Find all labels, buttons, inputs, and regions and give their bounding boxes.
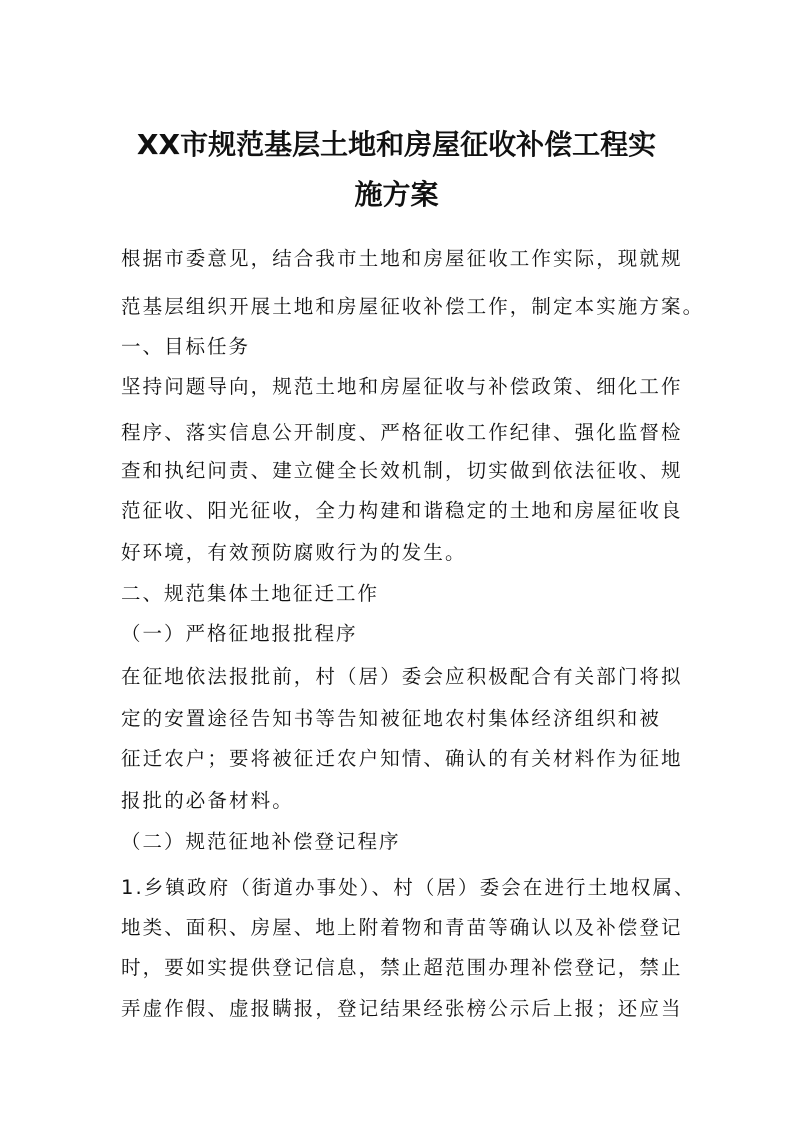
body-paragraph-line: 坚持问题导向，规范土地和房屋征收与补偿政策、细化工作 — [121, 375, 683, 398]
body-paragraph-line: 地类、面积、房屋、地上附着物和青苗等确认以及补偿登记 — [121, 916, 683, 939]
body-paragraph-line: 范征收、阳光征收，全力构建和谐稳定的土地和房屋征收良 — [121, 499, 683, 522]
body-paragraph-line: 程序、落实信息公开制度、严格征收工作纪律、强化监督检 — [121, 421, 683, 444]
body-paragraph-line: 好环境，有效预防腐败行为的发生。 — [121, 541, 467, 564]
document-title-line-2: 施方案 — [354, 178, 439, 211]
body-paragraph-line: 范基层组织开展土地和房屋征收补偿工作，制定本实施方案。 — [121, 295, 705, 318]
body-paragraph-line: 报批的必备材料。 — [121, 789, 294, 812]
subsection-heading-approval: （一）严格征地报批程序 — [121, 622, 358, 645]
body-paragraph-line: 时，要如实提供登记信息，禁止超范围办理补偿登记，禁止 — [121, 956, 683, 979]
body-paragraph-line: 在征地依法报批前，村（居）委会应积极配合有关部门将拟 — [121, 665, 683, 688]
body-paragraph-line: 1.乡镇政府（街道办事处）、村（居）委会在进行土地权属、 — [121, 876, 696, 899]
body-paragraph-line: 弄虚作假、虚报瞒报，登记结果经张榜公示后上报；还应当 — [121, 997, 683, 1020]
document-title-line-1: XX市规范基层土地和房屋征收补偿工程实 — [136, 128, 657, 161]
body-paragraph-line: 根据市委意见，结合我市土地和房屋征收工作实际，现就规 — [121, 247, 683, 270]
body-paragraph-line: 定的安置途径告知书等告知被征地农村集体经济组织和被 — [121, 707, 662, 730]
subsection-heading-registration: （二）规范征地补偿登记程序 — [121, 830, 401, 853]
section-heading-collective-land: 二、规范集体土地征迁工作 — [121, 582, 380, 605]
section-heading-targets: 一、目标任务 — [121, 335, 251, 358]
body-paragraph-line: 征迁农户；要将被征迁农户知情、确认的有关材料作为征地 — [121, 747, 683, 770]
body-paragraph-line: 查和执纪问责、建立健全长效机制，切实做到依法征收、规 — [121, 459, 683, 482]
